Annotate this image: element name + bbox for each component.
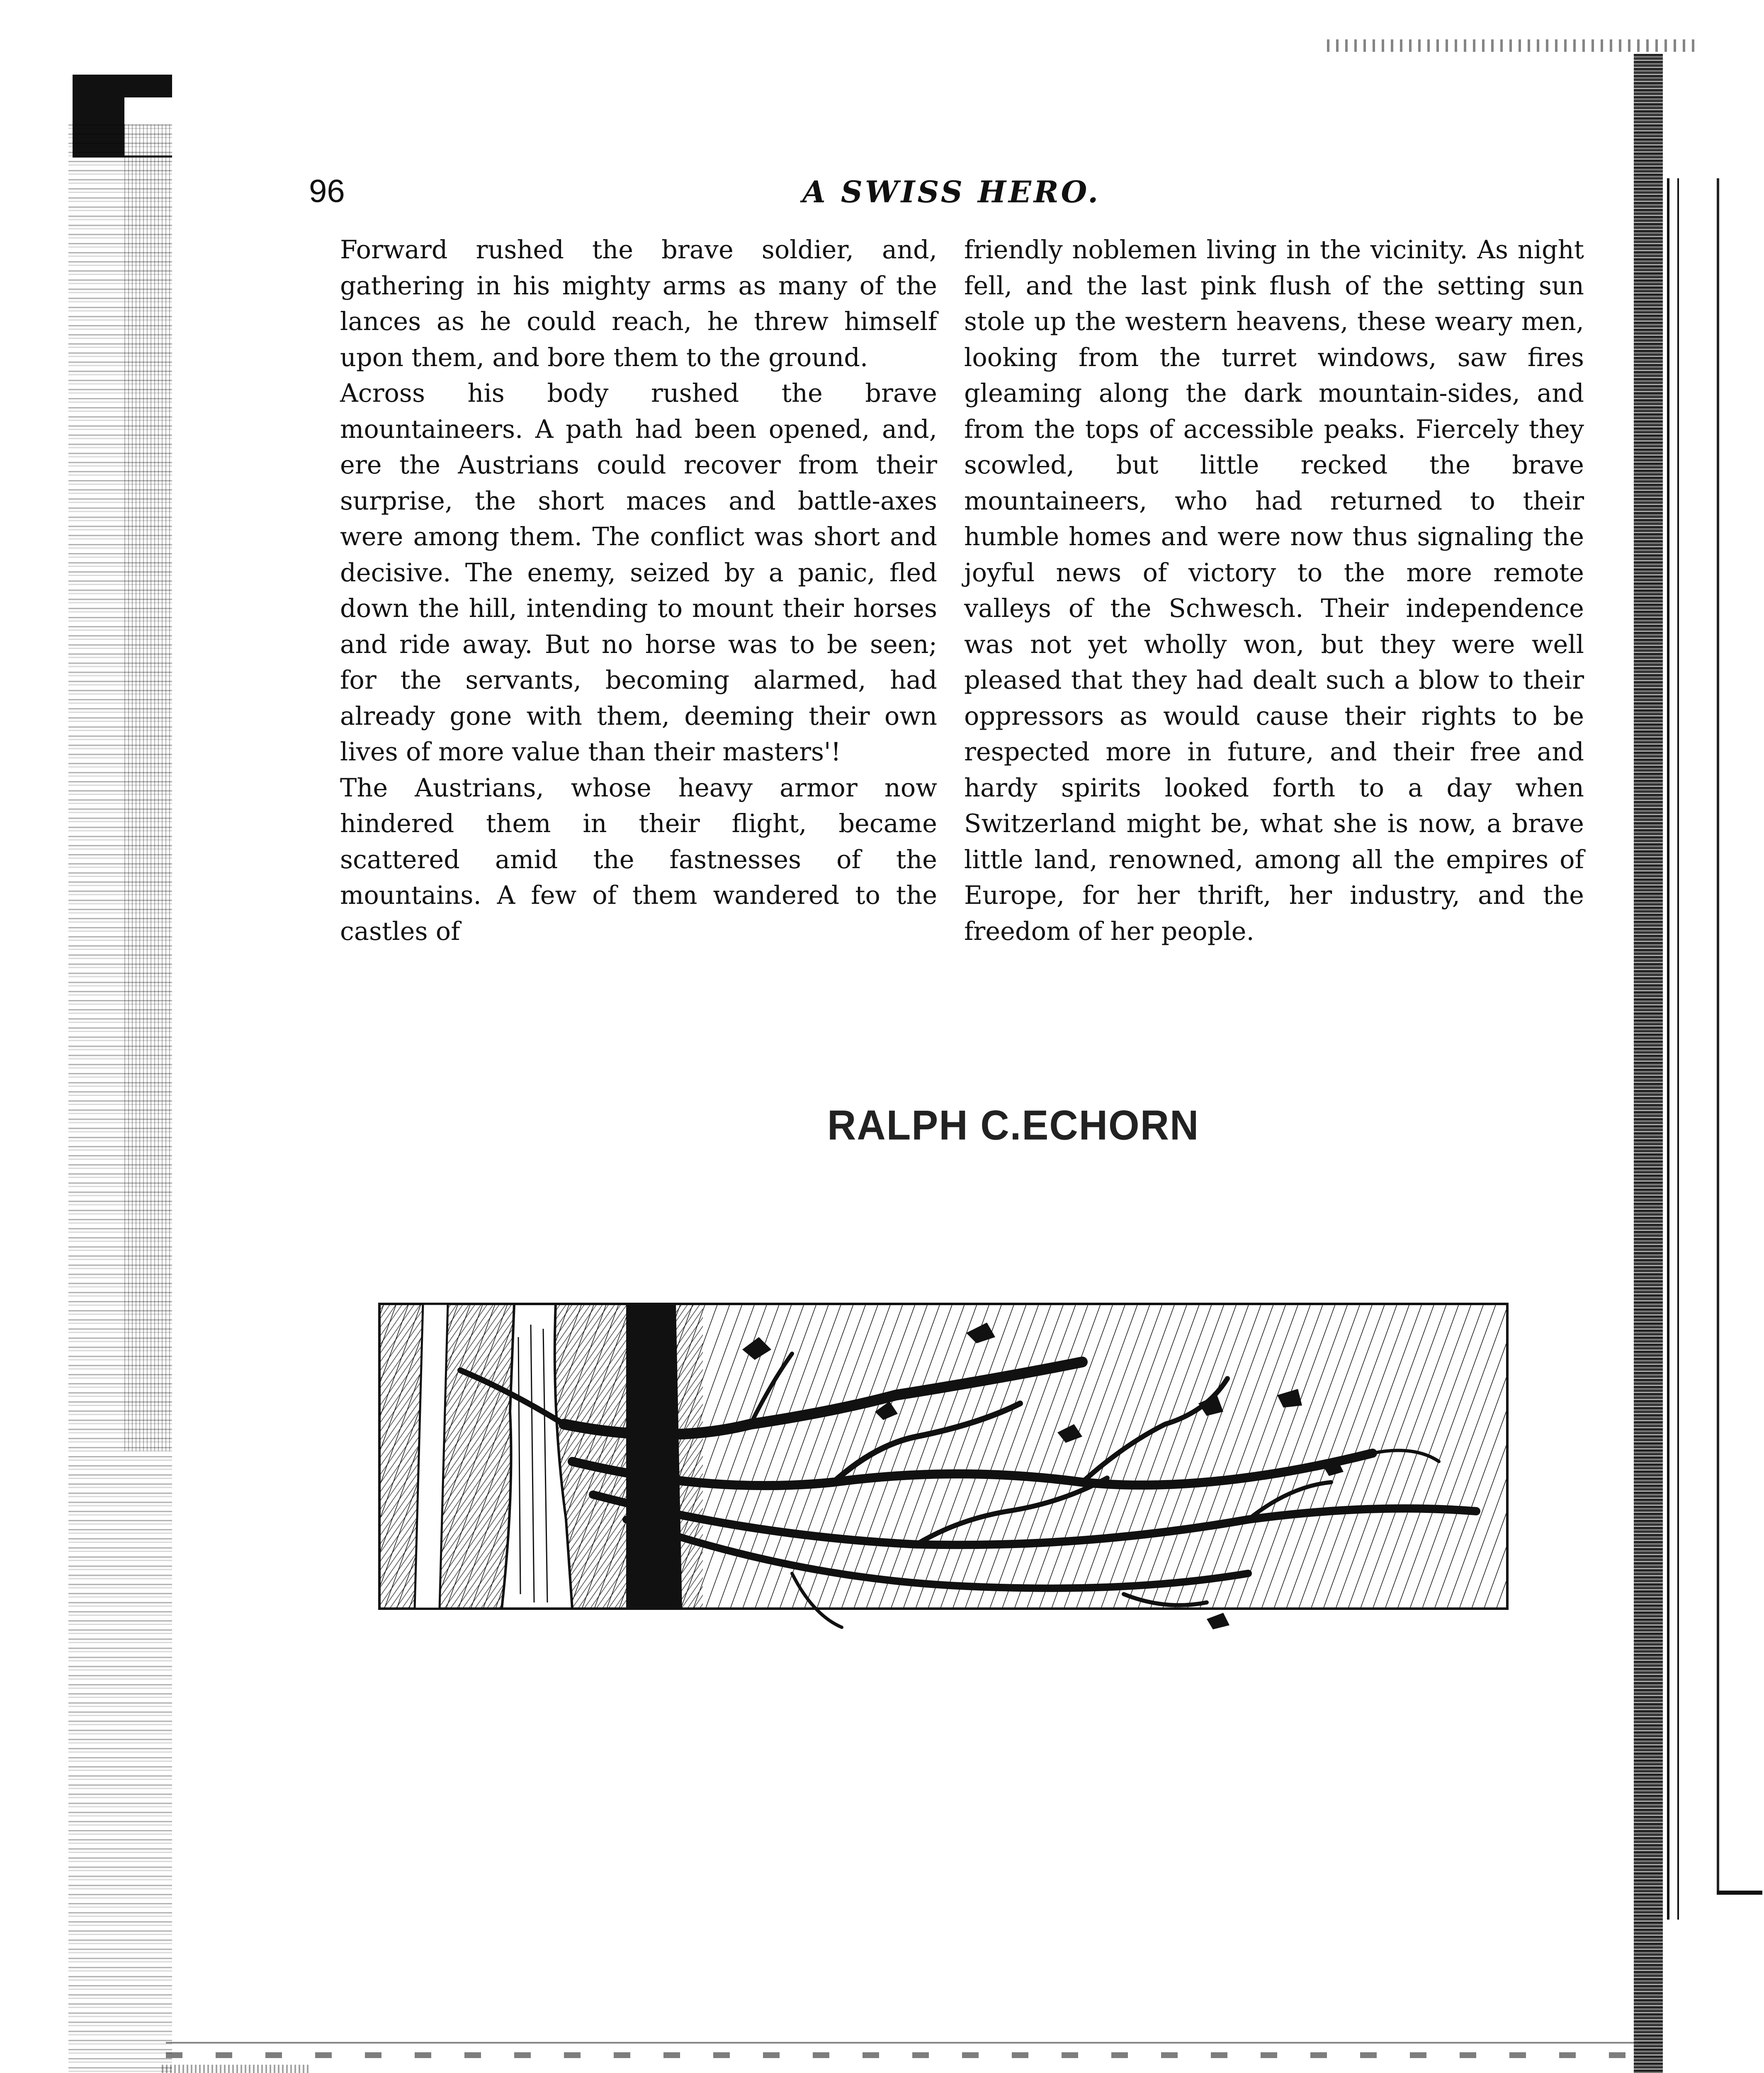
running-title: A SWISS HERO. <box>802 174 1101 209</box>
scan-right-bracket <box>1717 178 1719 1891</box>
scan-left-edge-noise-2 <box>124 124 170 1451</box>
paragraph: Across his body rushed the brave mountaineers. A path had been opened, and, ere the Austrians could recover from their surprise, the short maces and battle-axes were among them. The conflict was short and decisive. The enemy, seized by a panic, fled down the hill, intending to mount their horses and ride away. But no horse was to be seen; for the servants, becoming alarmed, had already gone with them, deeming their own lives of more value than their masters'! <box>340 379 937 767</box>
text-column-right <box>964 232 1584 949</box>
scan-bottom-edge-line <box>166 2042 1638 2044</box>
scan-top-edge-noise <box>1327 39 1700 52</box>
scan-right-bracket-foot <box>1717 1891 1762 1895</box>
scan-bottom-left-noise <box>162 2065 311 2073</box>
paragraph: The Austrians, whose heavy armor now hindered them in their flight, became scattered amid the fastnesses of the mountains. A few of them wandered to the castles of <box>340 773 937 946</box>
paragraph: Forward rushed the brave soldier, and, gathering in his mighty arms as many of the lances as he could reach, he threw himself upon them, and bore them to the ground. <box>340 235 937 372</box>
scan-right-border-line-2 <box>1677 178 1679 1920</box>
scan-right-border-line <box>1667 178 1669 1920</box>
ownership-stamp: RALPH C.ECHORN <box>827 1102 1200 1149</box>
text-column-left <box>315 232 937 949</box>
tree-branch-illustration <box>377 1287 1522 1648</box>
page-number: 96 <box>309 172 345 209</box>
scan-right-edge-noise <box>1634 54 1663 2073</box>
scan-bottom-edge-noise <box>166 2052 1638 2058</box>
paragraph: friendly noblemen living in the vicinity. As night fell, and the last pink flush of the setting sun stole up the western heavens, these weary men, looking from the turret windows, saw fires gleaming along the dark mountain-sides, and from the tops of accessible peaks. Fiercely they scowled, but little recked the brave mountaineers, who had returned to their humble homes and were now thus signaling the joyful news of victory to the more remote valleys of the Schwesch. Their independence was not yet wholly won, but they were well pleased that they had dealt such a blow to their oppressors as would cause their rights to be respected more in future, and their free and hardy spirits looked forth to a day when Switzerland might be, what she is now, a brave little land, renowned, among all the empires of Europe, for her thrift, her industry, and the freedom of her people. <box>964 235 1584 946</box>
